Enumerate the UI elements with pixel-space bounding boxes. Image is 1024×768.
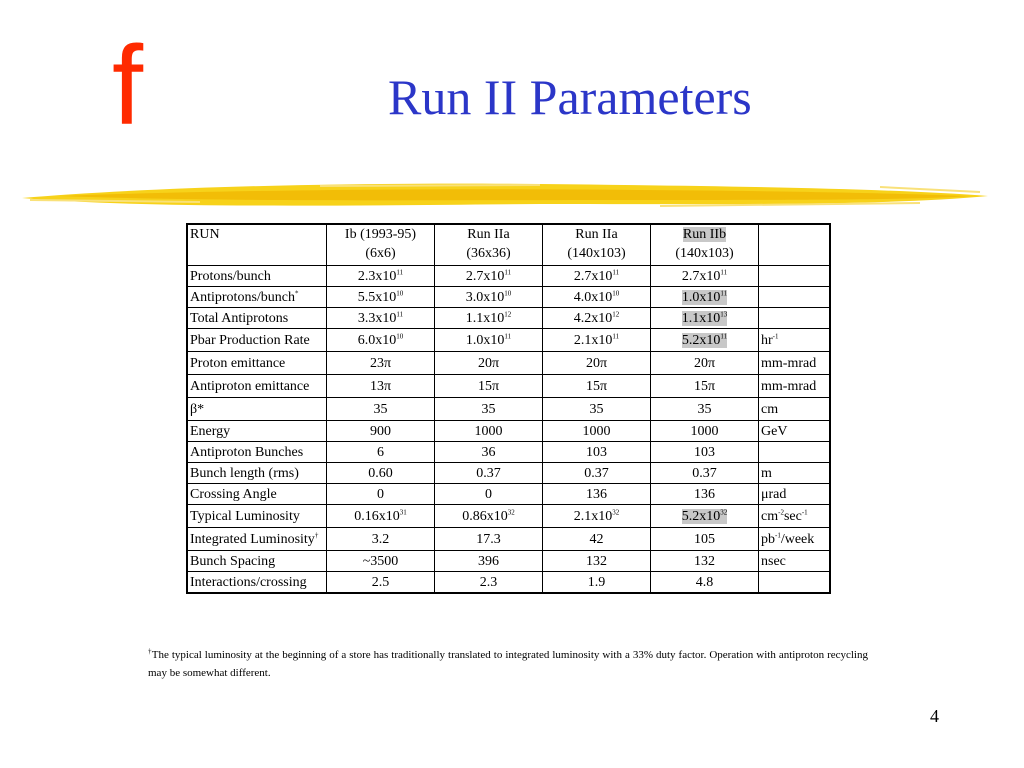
fermilab-logo: f bbox=[112, 23, 144, 148]
value-cell: 20π bbox=[543, 352, 651, 375]
value-cell: 35 bbox=[651, 398, 759, 421]
value-cell: $5.2x10^{11}$ bbox=[651, 329, 759, 352]
table-row bbox=[187, 528, 830, 551]
footnote-mark: † bbox=[148, 647, 152, 656]
value-cell: 136 bbox=[651, 484, 759, 505]
value-cell: 35 bbox=[435, 398, 543, 421]
value-cell: 15π bbox=[651, 375, 759, 398]
value-cell: 132 bbox=[651, 551, 759, 572]
table-row bbox=[187, 463, 830, 484]
value-cell: 396 bbox=[435, 551, 543, 572]
value-cell: 900 bbox=[327, 421, 435, 442]
unit-cell: mm-mrad bbox=[759, 375, 831, 398]
value-cell: $2.7x10^{11}$ bbox=[543, 266, 651, 287]
value-cell: 13π bbox=[327, 375, 435, 398]
value-cell: 103 bbox=[543, 442, 651, 463]
unit-cell bbox=[759, 442, 831, 463]
value-cell: 1000 bbox=[651, 421, 759, 442]
unit-cell: $hr^{-1}$ bbox=[759, 329, 831, 352]
unit-cell: cm bbox=[759, 398, 831, 421]
value-cell: 17.3 bbox=[435, 528, 543, 551]
value-cell: $0.86x10^{32}$ bbox=[435, 505, 543, 528]
row-label: Antiproton Bunches bbox=[187, 442, 327, 463]
table-row bbox=[187, 287, 830, 308]
row-label: Bunch Spacing bbox=[187, 551, 327, 572]
value-cell: 132 bbox=[543, 551, 651, 572]
value-cell: 1000 bbox=[435, 421, 543, 442]
value-cell: $5.2x10^{32}$ bbox=[651, 505, 759, 528]
table-row bbox=[187, 442, 830, 463]
table-row bbox=[187, 551, 830, 572]
table-row bbox=[187, 505, 830, 528]
value-cell: $1.1x10^{13}$ bbox=[651, 308, 759, 329]
row-label: Antiproton emittance bbox=[187, 375, 327, 398]
value-cell: $2.7x10^{11}$ bbox=[651, 266, 759, 287]
value-cell: 23π bbox=[327, 352, 435, 375]
row-label: Crossing Angle bbox=[187, 484, 327, 505]
footnote-text: The typical luminosity at the beginning of a store has traditionally translated to integrated luminosity with a 33% duty factor. Operation with antiproton recycling may be somewhat different. bbox=[148, 649, 868, 679]
unit-cell: m bbox=[759, 463, 831, 484]
header-run: RUN bbox=[187, 224, 327, 266]
value-cell: $2.7x10^{11}$ bbox=[435, 266, 543, 287]
page-title: Run II Parameters bbox=[388, 69, 752, 125]
row-label: Total Antiprotons bbox=[187, 308, 327, 329]
row-label: Pbar Production Rate bbox=[187, 329, 327, 352]
value-cell: 0.37 bbox=[651, 463, 759, 484]
row-label: Integrated Luminosity† bbox=[187, 528, 327, 551]
header-col-4: Run IIb (140x103) bbox=[651, 224, 759, 266]
table-row bbox=[187, 266, 830, 287]
value-cell: 2.5 bbox=[327, 572, 435, 594]
value-cell: $1.0x10^{11}$ bbox=[651, 287, 759, 308]
value-cell: 15π bbox=[543, 375, 651, 398]
value-cell: 105 bbox=[651, 528, 759, 551]
table-row bbox=[187, 352, 830, 375]
unit-cell: $cm^{-2}\sec^{-1}$ bbox=[759, 505, 831, 528]
table-header-row bbox=[187, 224, 830, 266]
value-cell: 35 bbox=[327, 398, 435, 421]
unit-cell: $pb^{-1}$/week bbox=[759, 528, 831, 551]
unit-cell bbox=[759, 572, 831, 594]
value-cell: 0.37 bbox=[543, 463, 651, 484]
row-label: Energy bbox=[187, 421, 327, 442]
table-row bbox=[187, 308, 830, 329]
value-cell: $6.0x10^{10}$ bbox=[327, 329, 435, 352]
row-label: Proton emittance bbox=[187, 352, 327, 375]
row-label: Protons/bunch bbox=[187, 266, 327, 287]
value-cell: 4.8 bbox=[651, 572, 759, 594]
value-cell: 6 bbox=[327, 442, 435, 463]
header-col-3: Run IIa (140x103) bbox=[543, 224, 651, 266]
table-row bbox=[187, 484, 830, 505]
value-cell: 136 bbox=[543, 484, 651, 505]
value-cell: $5.5x10^{10}$ bbox=[327, 287, 435, 308]
unit-cell: mm-mrad bbox=[759, 352, 831, 375]
footnote bbox=[148, 646, 868, 682]
value-cell: 3.2 bbox=[327, 528, 435, 551]
unit-cell: nsec bbox=[759, 551, 831, 572]
value-cell: $1.0x10^{11}$ bbox=[435, 329, 543, 352]
row-label: Typical Luminosity bbox=[187, 505, 327, 528]
value-cell: 42 bbox=[543, 528, 651, 551]
value-cell: 103 bbox=[651, 442, 759, 463]
value-cell: 0 bbox=[435, 484, 543, 505]
value-cell: ~3500 bbox=[327, 551, 435, 572]
header-unit bbox=[759, 224, 831, 266]
yellow-brush-stroke-divider bbox=[20, 176, 990, 216]
value-cell: 1.9 bbox=[543, 572, 651, 594]
table-row bbox=[187, 375, 830, 398]
value-cell: 0.37 bbox=[435, 463, 543, 484]
row-label: Antiprotons/bunch* bbox=[187, 287, 327, 308]
value-cell: 0.60 bbox=[327, 463, 435, 484]
table-row bbox=[187, 329, 830, 352]
row-label: Bunch length (rms) bbox=[187, 463, 327, 484]
value-cell: $1.1x10^{12}$ bbox=[435, 308, 543, 329]
unit-cell bbox=[759, 287, 831, 308]
header-col-1: Ib (1993-95) (6x6) bbox=[327, 224, 435, 266]
unit-cell bbox=[759, 266, 831, 287]
table-row bbox=[187, 421, 830, 442]
unit-cell: GeV bbox=[759, 421, 831, 442]
value-cell: 15π bbox=[435, 375, 543, 398]
value-cell: 20π bbox=[651, 352, 759, 375]
value-cell: $3.3x10^{11}$ bbox=[327, 308, 435, 329]
value-cell: 35 bbox=[543, 398, 651, 421]
value-cell: $3.0x10^{10}$ bbox=[435, 287, 543, 308]
value-cell: 2.3 bbox=[435, 572, 543, 594]
table-row bbox=[187, 572, 830, 594]
value-cell: $0.16x10^{31}$ bbox=[327, 505, 435, 528]
value-cell: $2.3x10^{11}$ bbox=[327, 266, 435, 287]
value-cell: $4.2x10^{12}$ bbox=[543, 308, 651, 329]
value-cell: $4.0x10^{10}$ bbox=[543, 287, 651, 308]
row-label: Interactions/crossing bbox=[187, 572, 327, 594]
value-cell: $2.1x10^{11}$ bbox=[543, 329, 651, 352]
value-cell: $2.1x10^{32}$ bbox=[543, 505, 651, 528]
unit-cell: μrad bbox=[759, 484, 831, 505]
value-cell: 0 bbox=[327, 484, 435, 505]
value-cell: 1000 bbox=[543, 421, 651, 442]
page-number: 4 bbox=[930, 706, 939, 726]
unit-cell bbox=[759, 308, 831, 329]
table-row bbox=[187, 398, 830, 421]
header-col-2: Run IIa (36x36) bbox=[435, 224, 543, 266]
row-label: β* bbox=[187, 398, 327, 421]
run-parameters-table bbox=[186, 223, 831, 594]
value-cell: 20π bbox=[435, 352, 543, 375]
value-cell: 36 bbox=[435, 442, 543, 463]
